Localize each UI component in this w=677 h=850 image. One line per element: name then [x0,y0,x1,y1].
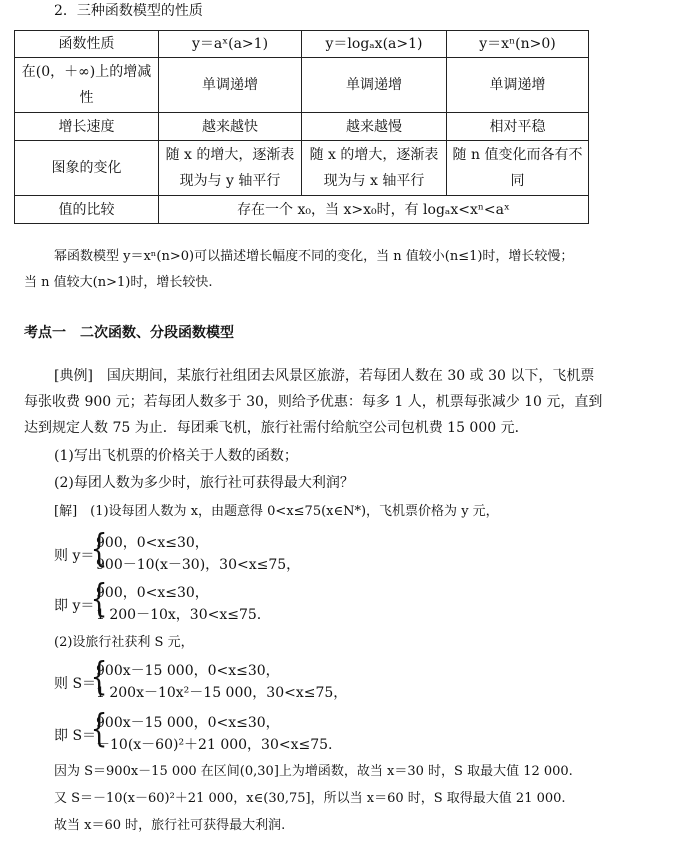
table-cell: 存在一个 x₀，当 x>x₀时，有 logₐx<xⁿ<aˣ [159,196,589,224]
table-cell: 越来越慢 [302,113,447,141]
solution-part-2: (2)设旅行社获利 S 元， [54,635,194,650]
table-cell: 图象的变化 [15,141,159,196]
piecewise-case: 900，0<x≤30， [96,535,209,551]
table-cell: 随 n 值变化而各有不同 [447,141,589,196]
table-cell: 单调递增 [302,58,447,113]
brace-symbol: { [90,706,108,750]
note-line: 当 n 值较大(n>1)时，增长较快. [24,275,213,290]
piecewise-label: 则 S＝ [54,676,97,692]
piecewise-case: 1 200－10x，30<x≤75. [96,607,262,623]
table-cell: y＝logₐx(a>1) [302,31,447,58]
table-cell: y＝xⁿ(n>0) [447,31,589,58]
brace-symbol: { [90,654,108,698]
brace-symbol: { [90,526,108,570]
question-1: (1)写出飞机票的价格关于人数的函数； [54,448,298,464]
conclusion-line: 又 S＝－10(x－60)²＋21 000，x∈(30,75]，所以当 x＝60 时，S 取得最大值 21 000. [54,791,566,806]
example-line: [典例] 国庆期间，某旅行社组团去风景区旅游，若每团人数在 30 或 30 以下，飞机票 [54,368,595,384]
piecewise-case: 1 200x－10x²－15 000，30<x≤75， [96,685,348,701]
piecewise-label: 即 y＝ [54,598,95,614]
conclusion-line: 因为 S＝900x－15 000 在区间(0,30]上为增函数，故当 x＝30 时，S 取最大值 12 000. [54,764,573,779]
table-cell: 函数性质 [15,31,159,58]
table-cell: 越来越快 [159,113,302,141]
example-line: 达到规定人数 75 为止．每团乘飞机，旅行社需付给航空公司包机费 15 000 元． [24,420,529,436]
table-cell: 值的比较 [15,196,159,224]
question-2: (2)每团人数为多少时，旅行社可获得最大利润？ [54,475,354,491]
section-title: 考点一 二次函数、分段函数模型 [24,325,234,341]
table-cell: 相对平稳 [447,113,589,141]
table-row [15,58,589,113]
table-cell: 随 x 的增大，逐渐表现为与 y 轴平行 [159,141,302,196]
section-heading: 2．三种函数模型的性质 [54,3,203,19]
table-cell: 单调递增 [159,58,302,113]
function-properties-table [14,30,589,224]
brace-symbol: { [90,576,108,620]
table-cell: 随 x 的增大，逐渐表现为与 x 轴平行 [302,141,447,196]
piecewise-case: 900x－15 000，0<x≤30， [96,663,280,679]
table-header-row [15,31,589,58]
piecewise-case: 900－10(x－30)，30<x≤75， [96,557,301,573]
note-line: 幂函数模型 y＝xⁿ(n>0)可以描述增长幅度不同的变化，当 n 值较小(n≤1)时，增长较慢； [54,249,574,264]
conclusion-line: 故当 x＝60 时，旅行社可获得最大利润. [54,818,286,833]
table-cell: 在(0，＋∞)上的增减性 [15,58,159,113]
piecewise-case: －10(x－60)²＋21 000，30<x≤75. [96,737,333,753]
piecewise-label: 即 S＝ [54,728,97,744]
solution-intro: [解] (1)设每团人数为 x，由题意得 0<x≤75(x∈N*)，飞机票价格为 y 元， [54,504,499,519]
table-row [15,113,589,141]
piecewise-label: 则 y＝ [54,548,95,564]
table-cell: y＝aˣ(a>1) [159,31,302,58]
table-cell: 增长速度 [15,113,159,141]
piecewise-case: 900x－15 000，0<x≤30， [96,715,280,731]
table-row [15,196,589,224]
piecewise-case: 900，0<x≤30， [96,585,209,601]
table-row [15,141,589,196]
example-line: 每张收费 900 元；若每团人数多于 30，则给予优惠：每多 1 人，机票每张减少 10 元，直到 [24,394,603,410]
table-cell: 单调递增 [447,58,589,113]
